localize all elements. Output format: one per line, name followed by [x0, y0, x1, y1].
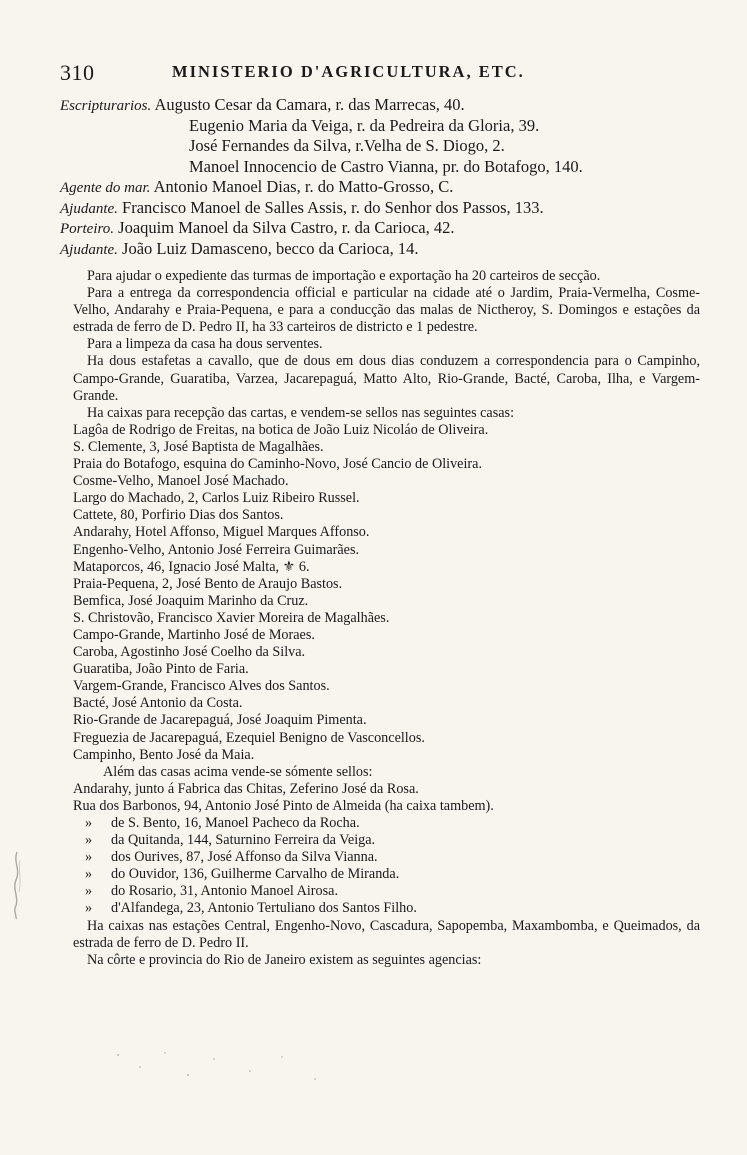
list-item [73, 832, 700, 849]
paragraph-station-boxes: Ha caixas nas estações Central, Engenho-Novo, Cascadura, Sapopemba, Maxambomba, e Queimados, da estrada de ferro de D. Pedro II. [73, 917, 700, 951]
staff-name: Eugenio Maria da Veiga, r. da Pedreira da Gloria, 39. [189, 115, 540, 135]
ditto-mark: » [85, 900, 93, 917]
list-item: Bacté, José Antonio da Costa. [73, 695, 243, 712]
staff-role: Porteiro. [60, 221, 115, 237]
list-item: Mataporcos, 46, Ignacio José Malta, ⚜ 6. [73, 558, 310, 575]
list-item: Lagôa de Rodrigo de Freitas, na botica de João Luiz Nicoláo de Oliveira. [73, 421, 489, 438]
staff-entry [60, 136, 710, 157]
paper-speckles [110, 1045, 350, 1095]
list-item-text: do Rosario, 31, Antonio Manoel Airosa. [111, 883, 338, 900]
list-item: S. Clemente, 3, José Baptista de Magalhães. [73, 438, 324, 455]
list-item [73, 866, 700, 883]
paragraph-servants: Para a limpeza da casa ha dous serventes. [87, 336, 323, 353]
paragraph-district-carriers: Para a entrega da correspondencia official e particular na cidade até o Jardim, Praia-Vermelha, Cosme-Velho, Andarahy e Praia-Pequena, e para a conducção das malas de Nictheroy, S. Domingos e estações da estrada de ferro de D. Pedro II, ha 33 carteiros de districto e 1 pedestre. [73, 285, 700, 336]
ditto-mark: » [85, 866, 93, 883]
staff-entry [60, 198, 710, 219]
staff-entry [60, 116, 710, 137]
list-item: Engenho-Velho, Antonio José Ferreira Guimarães. [73, 541, 360, 558]
paragraph-letter-carriers: Para ajudar o expediente das turmas de importação e exportação ha 20 carteiros de secção. [87, 268, 601, 284]
staff-name: Joaquim Manoel da Silva Castro, r. da Carioca, 42. [118, 218, 455, 237]
list-item: S. Christovão, Francisco Xavier Moreira de Magalhães. [73, 609, 390, 626]
list-item: Andarahy, Hotel Affonso, Miguel Marques Affonso. [73, 524, 370, 541]
list-item: Bemfica, José Joaquim Marinho da Cruz. [73, 592, 309, 609]
running-title: MINISTERIO D'AGRICULTURA, ETC. [172, 62, 525, 81]
staff-name: Antonio Manoel Dias, r. do Matto-Grosso, C. [153, 177, 454, 196]
staff-role: Agente do mar. [60, 180, 151, 196]
ditto-mark: » [85, 832, 93, 849]
paragraph-agencies-intro: Na côrte e provincia do Rio de Janeiro existem as seguintes agencias: [87, 951, 482, 968]
page-edge-smudge [7, 850, 27, 920]
list-item [73, 815, 700, 832]
mailbox-houses-list [73, 422, 700, 764]
staff-name: Manoel Innocencio de Castro Vianna, pr. do Botafogo, 140. [189, 156, 583, 176]
list-item: Cattete, 80, Porfirio Dias dos Santos. [73, 507, 284, 524]
list-item: Campinho, Bento José da Maia. [73, 746, 255, 763]
list-item [73, 900, 700, 917]
list-item-text: da Quitanda, 144, Saturnino Ferreira da Veiga. [111, 832, 376, 849]
list-item-text: dos Ourives, 87, José Affonso da Silva Vianna. [111, 849, 378, 866]
staff-role: Ajudante. [60, 241, 118, 258]
list-item: Andarahy, junto á Fabrica das Chitas, Zeferino José da Rosa. [73, 780, 419, 797]
ditto-mark: » [85, 815, 93, 831]
list-item: Largo do Machado, 2, Carlos Luiz Ribeiro Russel. [73, 490, 360, 507]
list-item-text: d'Alfandega, 23, Antonio Tertuliano dos Santos Filho. [111, 900, 417, 917]
list-item: Rua dos Barbonos, 94, Antonio José Pinto de Almeida (ha caixa tambem). [73, 797, 494, 814]
list-item [73, 883, 700, 900]
list-item: Rio-Grande de Jacarepaguá, José Joaquim Pimenta. [73, 712, 367, 729]
list-item-text: de S. Bento, 16, Manoel Pacheco da Rocha. [111, 815, 360, 831]
list-item: Caroba, Agostinho José Coelho da Silva. [73, 644, 306, 661]
paragraph-stamps-intro: Além das casas acima vende-se sómente sellos: [103, 763, 373, 780]
staff-entry [60, 95, 710, 116]
body-text [73, 268, 700, 969]
staff-name: José Fernandes da Silva, r.Velha de S. Diogo, 2. [189, 136, 505, 155]
staff-name: Francisco Manoel de Salles Assis, r. do Senhor dos Passos, 133. [122, 197, 544, 217]
stamp-houses-list [73, 781, 700, 918]
list-item: Freguezia de Jacarepaguá, Ezequiel Benigno de Vasconcellos. [73, 729, 425, 746]
staff-name: João Luiz Damasceno, becco da Carioca, 14. [122, 238, 419, 258]
page-header [60, 60, 700, 86]
paragraph-mounted-couriers: Ha dous estafetas a cavallo, que de dous em dous dias conduzem a correspondencia para o Campinho, Campo-Grande, Guaratiba, Varzea, Jacarepaguá, Matto Alto, Rio-Grande, Bacté, Caroba, Ilha, e Vargem-Grande. [73, 353, 700, 404]
list-item: Campo-Grande, Martinho José de Moraes. [73, 626, 315, 643]
list-item-text: do Ouvidor, 136, Guilherme Carvalho de Miranda. [111, 866, 400, 883]
list-item: Praia-Pequena, 2, José Bento de Araujo Bastos. [73, 575, 343, 592]
list-item: Guaratiba, João Pinto de Faria. [73, 661, 249, 678]
list-item: Vargem-Grande, Francisco Alves dos Santos. [73, 678, 330, 695]
page-number: 310 [60, 60, 95, 85]
staff-role: Escripturarios. [60, 98, 152, 114]
staff-entry [60, 157, 710, 178]
staff-entry [60, 218, 710, 239]
staff-name: Augusto Cesar da Camara, r. das Marrecas, 40. [154, 95, 465, 114]
ditto-mark: » [85, 849, 93, 866]
staff-entry [60, 177, 710, 198]
ditto-mark: » [85, 883, 93, 900]
staff-role: Ajudante. [60, 200, 118, 217]
list-item: Cosme-Velho, Manoel José Machado. [73, 473, 289, 490]
staff-entry [60, 239, 710, 260]
paragraph-mailbox-intro: Ha caixas para recepção das cartas, e vendem-se sellos nas seguintes casas: [87, 404, 515, 421]
staff-list [60, 95, 710, 259]
list-item: Praia do Botafogo, esquina do Caminho-Novo, José Cancio de Oliveira. [73, 456, 482, 473]
list-item [73, 849, 700, 866]
